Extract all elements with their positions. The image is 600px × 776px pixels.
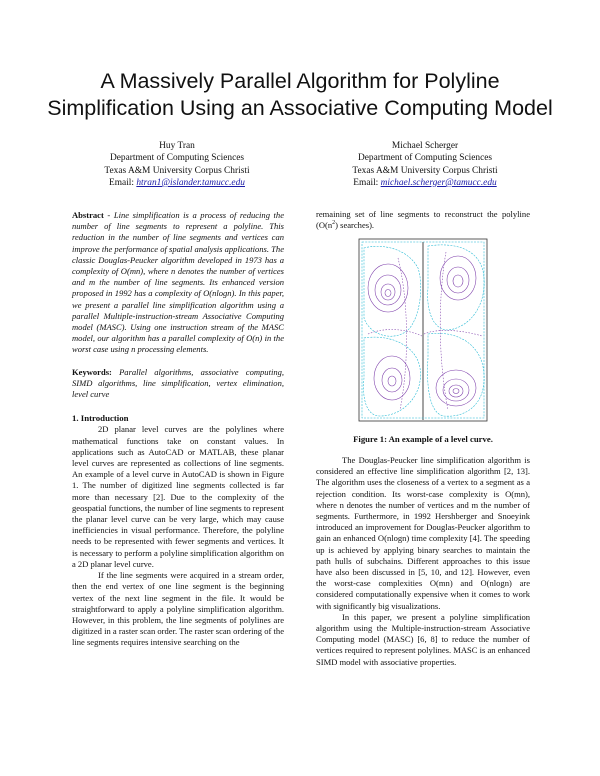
author-email-line — [300, 177, 550, 189]
author-name: Huy Tran — [159, 141, 195, 151]
email-label: Email: — [353, 177, 379, 188]
author-affiliation: Texas A&M University Corpus Christi — [352, 165, 498, 176]
abstract-text: - Line simplification is a process of reducing the number of line segments to represent a polyline. This reduction in the number of line segments and vertices can improve the performance of spatial analysis applications. The classic Douglas-Peucker algorithm developed in 1973 has a complexity of O(mn), where n denotes the number of vertices and m the number of line segments. Its enhanced version proposed in 1992 has a complexity of O(nlogn). In this paper, we present a parallel line simplification algorithm using a parallel Multiple-instruction-stream Associative Computing model (MASC). Using one instruction stream of the MASC model, our algorithm has a parallel complexity of O(n) in the worst case using n processing elements. — [72, 210, 284, 355]
superscript: 2 — [332, 220, 336, 227]
author-affiliation: Texas A&M University Corpus Christi — [104, 165, 250, 176]
keywords-label: Keywords: — [72, 366, 112, 377]
right-paragraph-1: The Douglas-Peucker line simplification algorithm is considered an effective line simplification algorithm [2, 13]. The algorithm uses the closeness of a vertex to a segment as a rejection condition. Its worst-case complexity is O(mn), where n denotes the number of vertices and m the number of segments. Furthermore, in 1992 Hershberger and Snoeyink introduced an improvement for Douglas-Peucker algorithm to gain an enhanced O(nlogn) time complexity [4]. The speeding up is achieved by applying binary searches to maintain the path hulls of subchains. Different approaches to this issue have also been discussed in [5, 10, and 12]. However, even the worst-case complexities O(mn) and O(nlogn) are considered computationally expensive when it comes to work with significantly big visualizations. — [316, 455, 530, 611]
title-line-1: A Massively Parallel Algorithm for Polyline — [100, 69, 500, 93]
author-email-link[interactable]: michael.scherger@tamucc.edu — [380, 177, 497, 188]
right-paragraph-2: In this paper, we present a polyline simplification algorithm using the Multiple-instruction-stream Associative Computing model (MASC) [6, 8] to reduce the number of vertices required to represent polylines. MASC is an enhanced SIMD model with associative properties. — [316, 611, 530, 667]
figure-caption: Figure 1: An example of a level curve. — [353, 434, 493, 444]
right-continuation — [316, 209, 530, 231]
right-column-body — [316, 455, 530, 668]
continuation-text: remaining set of line segments to reconstruct the polyline (O(n — [316, 209, 530, 231]
continuation-text-end: ) searches). — [335, 220, 375, 231]
abstract-label: Abstract — [72, 210, 104, 220]
level-curve-figure — [358, 238, 488, 422]
title-line-2: Simplification Using an Associative Computing Model — [47, 96, 553, 120]
paper-title — [40, 68, 560, 122]
author-block-1 — [52, 140, 302, 189]
author-dept: Department of Computing Sciences — [109, 153, 245, 164]
email-label: Email: — [109, 177, 135, 188]
author-email-link[interactable]: htran1@islander.tamucc.edu — [136, 177, 245, 188]
author-block-2 — [300, 140, 550, 189]
keywords-text: Parallel algorithms, associative computing, SIMD algorithms, line simplification, vertex elimination, level curve — [72, 366, 285, 400]
author-name: Michael Scherger — [391, 141, 459, 151]
author-email-line — [52, 177, 302, 189]
left-column — [72, 210, 284, 649]
section-heading: 1. Introduction — [72, 413, 129, 424]
intro-paragraph-1: 2D planar level curves are the polylines where mathematical functions take on constant values. In applications such as AutoCAD or MATLAB, these planar level curves are represented as collections of line segments. An example of a level curve in AutoCAD is shown in Figure 1. The number of digitized line segments collected is far more than necessary [2]. Due to the complexity of the geospatial functions, the number of line segments to represent the planar level curve can be very large, which may cause inefficiencies in visual performance. Therefore, the polyline needs to be represented with fewer segments and vertices. It is necessary to perform a polyline simplification algorithm on a 2D planar level curve. — [72, 424, 284, 569]
abstract — [72, 210, 284, 356]
keywords — [72, 367, 284, 401]
intro-paragraph-2: If the line segments were acquired in a stream order, then the end vertex of one line segment is the beginning vertex of the next line segment in the file. It would be straightforward to apply a polyline simplification algorithm. However, in this problem, the line segments of polylines are digitized in a raster scan order. The raster scan ordering of the line segments requires intensive searching on the — [72, 570, 284, 648]
author-dept: Department of Computing Sciences — [357, 153, 493, 164]
right-column-top — [316, 209, 530, 231]
